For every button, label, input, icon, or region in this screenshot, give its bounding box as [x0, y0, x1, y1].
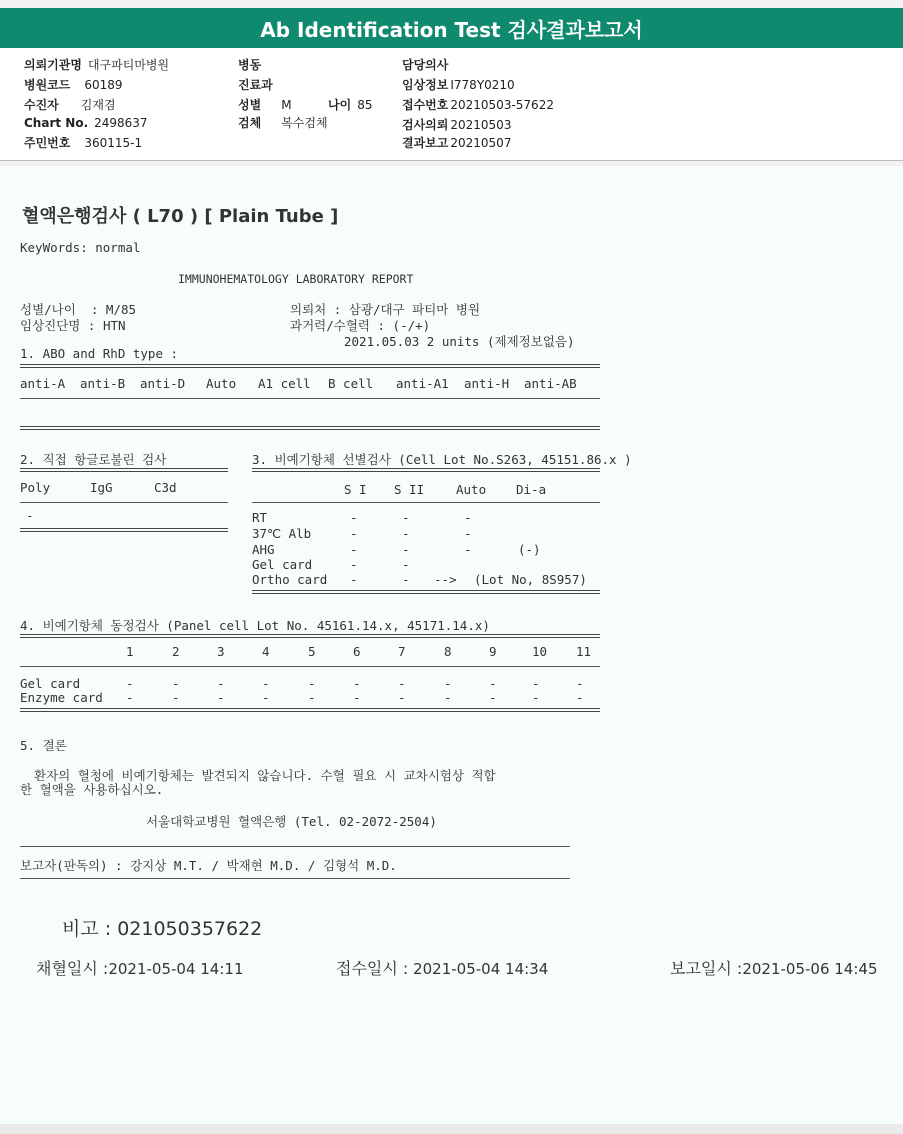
s2-header: C3d [154, 480, 177, 495]
s1-header: anti-D [140, 376, 186, 391]
receive-datetime: 접수일시 : 2021-05-04 14:34 [336, 959, 549, 978]
s1-header: anti-B [80, 376, 126, 391]
s4-cell: - [353, 690, 361, 705]
info-department: 진료과 [238, 78, 273, 92]
s3-header: Di-a [516, 482, 547, 497]
s3-header: S I [344, 482, 367, 497]
s4-cell: - [353, 676, 361, 691]
s2-header: Poly [20, 480, 51, 495]
s4-cell: - [489, 690, 497, 705]
info-resident-no: 주민번호 360115-1 [24, 136, 143, 150]
report-body: 혈액은행검사 ( L70 ) [ Plain Tube ] KeyWords: normal IMMUNOHEMATOLOGY LABORATORY REPORT 성별/나이 : M/85 임상진단명 : HTN 의뢰처 : 삼광/대구 파티마 병원 과거력/수혈력 : (-/+) 2021.05.03 2 units (제제정보없음) 1. ABO and RhD type : anti-A anti-B anti-D Auto A1 cell B cell anti-A1 anti-H anti-AB 2. 직접 항글로불린 검사 Poly IgG C3d - 3. 비예기항체 선별검사 (Cell Lot No.S263, 45151.86.x ) S I S II Auto Di-a RT - - - 37℃ Alb - - - AHG - - - (-) Gel card - - Ortho card - - --> (Lot No, 8S957) 4. 비예기항체 동정검사 (Panel cell Lot No. 45161.14.x, 45171.14.x) 1 2 3 4 5 6 7 8 9 10 11 Gel card - - - - - - - - - - - Enzyme card - - - - - - - - - - - 5. 결론 환자의 혈청에 비예기항체는 발견되지 않습니다. 수혈 필요 시 교차시험상 적합 한 혈액을 사용하십시오. 서울대학교병원 혈액은행 (Tel. 02-2072-2504) 보고자(판독의) : 강지상 M.T. / 박재현 M.D. / 김형석 M.D. 비고 : 021050357622 채혈일시 :2021-05-04 14:11 접수일시 : 2021-05-04 14:34 보고일시 :2021-05-06 14:45 [0, 166, 903, 1124]
info-ward: 병동 [238, 58, 262, 72]
info-chart-no: Chart No. 2498637 [24, 116, 148, 130]
s2-title: 2. 직접 항글로불린 검사 [20, 452, 167, 467]
sex-age: 성별/나이 : M/85 [20, 302, 137, 317]
keywords: KeyWords: normal [20, 240, 141, 255]
requester: 의뢰처 : 삼광/대구 파티마 병원 [290, 302, 481, 317]
s1-header: B cell [328, 376, 374, 391]
s4-cell: - [308, 676, 316, 691]
s2-rule-top [20, 468, 228, 472]
reporter: 보고자(판독의) : 강지상 M.T. / 박재현 M.D. / 김형석 M.D. [20, 858, 397, 873]
s4-header: 11 [576, 644, 592, 659]
s5-title: 5. 결론 [20, 738, 67, 753]
s4-header: 2 [172, 644, 180, 659]
s2-header: IgG [90, 480, 113, 495]
reporter-rule-bottom [20, 878, 570, 879]
info-request-date: 검사의뢰 20210503 [402, 118, 512, 132]
s3-rule-mid [252, 502, 600, 503]
s4-cell: - [126, 676, 134, 691]
report-datetime: 보고일시 :2021-05-06 14:45 [670, 959, 878, 978]
s4-title: 4. 비예기항체 동정검사 (Panel cell Lot No. 45161.14.x, 45171.14.x) [20, 618, 490, 633]
transfusion-history-detail: 2021.05.03 2 units (제제정보없음) [344, 334, 575, 349]
s4-rule-bottom [20, 708, 600, 712]
s4-header: 9 [489, 644, 497, 659]
report-title-bar [0, 8, 903, 48]
lab-title: IMMUNOHEMATOLOGY LABORATORY REPORT [178, 272, 414, 286]
s1-title: 1. ABO and RhD type : [20, 346, 179, 361]
s4-cell: - [532, 676, 540, 691]
s4-header: 3 [217, 644, 225, 659]
s4-row-label: Gel card [20, 676, 81, 691]
s1-header: Auto [206, 376, 237, 391]
s4-row-label: Enzyme card [20, 690, 103, 705]
info-doctor: 담당의사 [402, 58, 449, 72]
info-accession-no: 접수번호 20210503-57622 [402, 98, 554, 112]
s3-title: 3. 비예기항체 선별검사 (Cell Lot No.S263, 45151.86.x ) [252, 452, 632, 467]
s3-header: S II [394, 482, 425, 497]
s1-header: anti-A [20, 376, 66, 391]
s4-header: 8 [444, 644, 452, 659]
s1-header: anti-AB [524, 376, 577, 391]
s4-cell: - [217, 690, 225, 705]
s4-cell: - [217, 676, 225, 691]
info-report-date: 결과보고 20210507 [402, 136, 512, 150]
info-clinical: 임상정보 I778Y0210 [402, 78, 515, 92]
s4-cell: - [172, 690, 180, 705]
hospital-contact: 서울대학교병원 혈액은행 (Tel. 02-2072-2504) [146, 814, 437, 829]
s4-cell: - [126, 690, 134, 705]
s2-rule-mid [20, 502, 228, 503]
info-sex: 성별 M [238, 98, 292, 112]
s1-header: A1 cell [258, 376, 311, 391]
s4-cell: - [398, 676, 406, 691]
s4-cell: - [398, 690, 406, 705]
s4-cell: - [444, 690, 452, 705]
s4-rule-mid [20, 666, 600, 667]
s4-header: 5 [308, 644, 316, 659]
s4-cell: - [172, 676, 180, 691]
s4-cell: - [532, 690, 540, 705]
s4-header: 6 [353, 644, 361, 659]
info-age: 나이 85 [328, 98, 373, 112]
info-specimen: 검체 복수검체 [238, 116, 328, 130]
remark: 비고 : 021050357622 [62, 918, 263, 940]
s1-header: anti-H [464, 376, 510, 391]
reporter-rule-top [20, 846, 570, 847]
s3-header: Auto [456, 482, 487, 497]
s4-cell: - [489, 676, 497, 691]
section-title: 혈액은행검사 ( L70 ) [ Plain Tube ] [22, 206, 339, 227]
s4-header: 1 [126, 644, 134, 659]
s4-cell: - [262, 676, 270, 691]
s1-rule-top [20, 364, 600, 368]
s2-value: - [26, 508, 34, 523]
bottom-strip [0, 1124, 903, 1134]
s1-header: anti-A1 [396, 376, 449, 391]
s2-rule-bottom [20, 528, 228, 532]
s4-header: 10 [532, 644, 548, 659]
s4-cell: - [576, 676, 584, 691]
diagnosis: 임상진단명 : HTN [20, 318, 126, 333]
s4-header: 7 [398, 644, 406, 659]
info-patient-name: 수진자 김재겸 [24, 98, 116, 112]
info-hospital-code: 병원코드 60189 [24, 78, 123, 92]
s1-rule-bottom [20, 426, 600, 430]
s4-cell: - [308, 690, 316, 705]
info-institution: 의뢰기관명 대구파티마병원 [24, 58, 170, 72]
s3-rule-top [252, 468, 600, 472]
s4-cell: - [262, 690, 270, 705]
collect-datetime: 채혈일시 :2021-05-04 14:11 [36, 959, 244, 978]
patient-info-panel [0, 48, 903, 161]
s4-cell: - [444, 676, 452, 691]
s3-rule-bottom [252, 590, 600, 594]
s1-rule-mid [20, 398, 600, 399]
s4-rule-top [20, 634, 600, 638]
conclusion-line-2: 한 혈액을 사용하십시오. [20, 782, 164, 797]
transfusion-history: 과거력/수혈력 : (-/+) [290, 318, 431, 333]
s4-cell: - [576, 690, 584, 705]
s4-header: 4 [262, 644, 270, 659]
conclusion-line-1: 환자의 혈청에 비예기항체는 발견되지 않습니다. 수혈 필요 시 교차시험상 적합 [34, 768, 496, 783]
report-title: Ab Identification Test 검사결과보고서 [260, 17, 643, 42]
